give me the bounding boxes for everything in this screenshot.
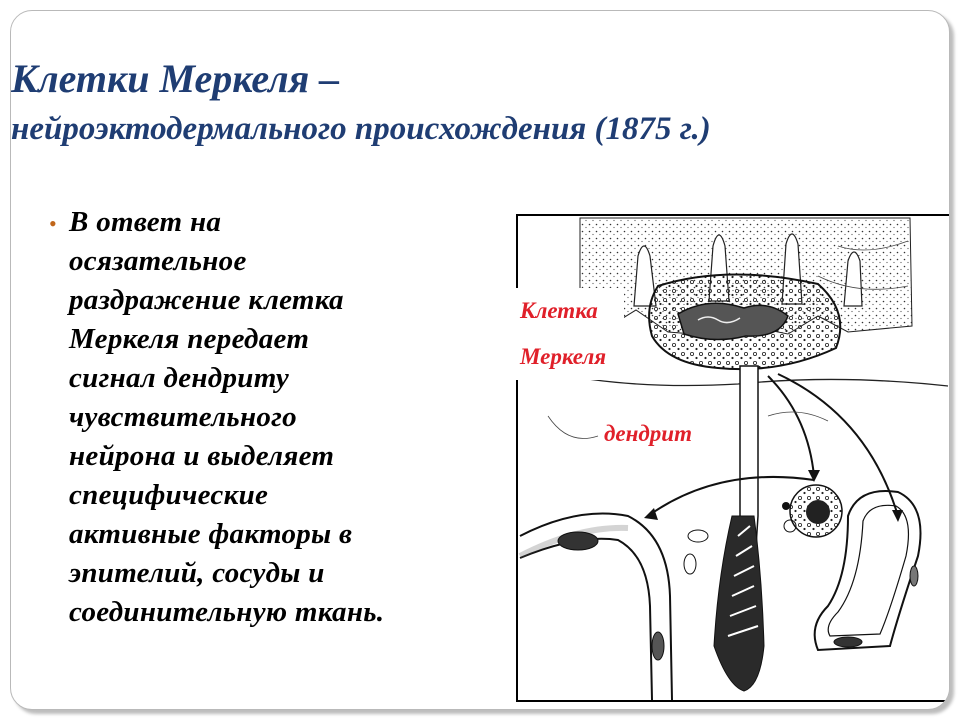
- slide-title: Клетки Меркеля –: [11, 56, 340, 101]
- label-merkel-cell: Клетка: [520, 298, 598, 323]
- bullet-text: [69, 203, 509, 632]
- bullet-line: активные факторы в: [69, 518, 353, 550]
- bullet-icon: •: [49, 211, 57, 236]
- bullet-line: сигнал дендриту: [69, 362, 290, 394]
- bullet-line: эпителий, сосуды и: [69, 557, 325, 589]
- bullet-line: чувствительного: [69, 401, 297, 433]
- slide-subtitle: нейроэктодермального происхождения (1875 г.): [11, 111, 711, 147]
- bullet-line: В ответ на: [69, 206, 222, 238]
- bullet-line: Меркеля передает: [69, 323, 310, 355]
- bullet-line: соединительную ткань.: [69, 596, 385, 628]
- bullet-line: раздражение клетка: [69, 284, 344, 316]
- bullet-line: нейрона и выделяет: [69, 440, 335, 472]
- label-dendrite: дендрит: [604, 421, 692, 446]
- bullet-line: осязательное: [69, 245, 247, 277]
- slide: [10, 10, 950, 710]
- endothelial-nucleus: [558, 532, 598, 550]
- merkel-cell-illustration: [516, 214, 950, 702]
- label-merkel-cell-line2: Меркеля: [520, 344, 607, 369]
- bullet-line: специфические: [69, 479, 269, 511]
